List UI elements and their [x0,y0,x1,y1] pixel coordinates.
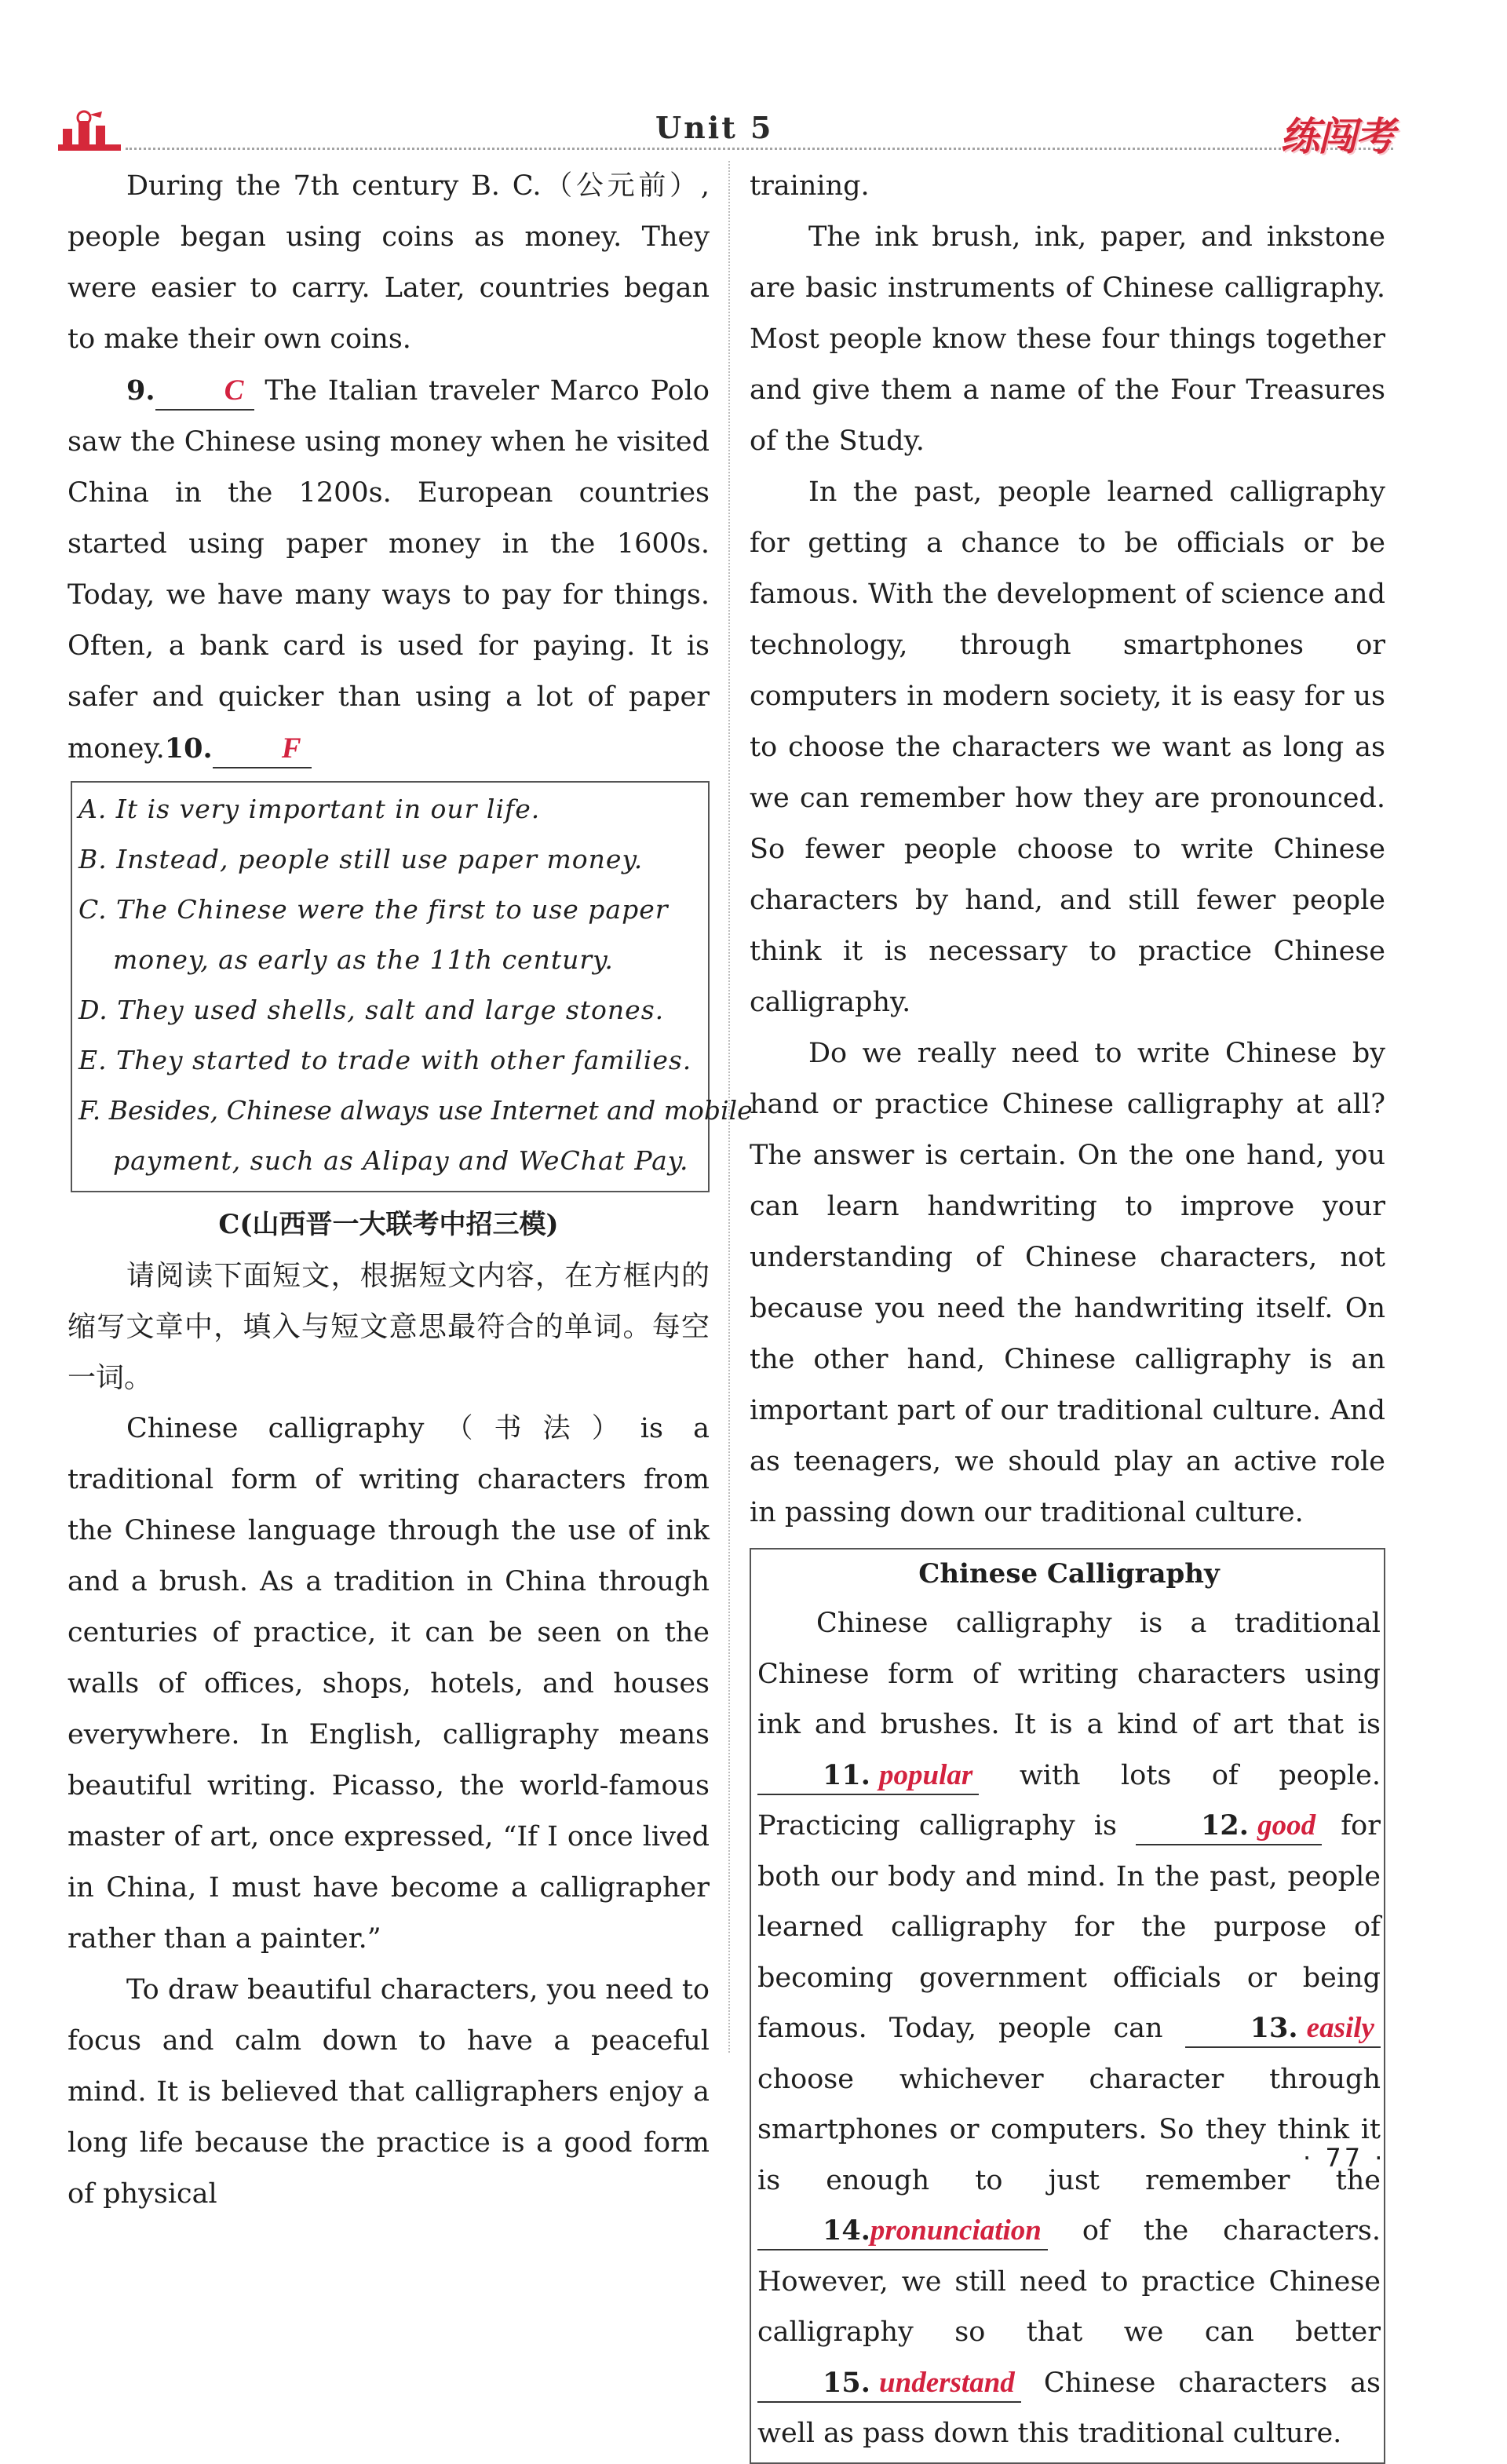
answer-blank-12 [1136,1808,1322,1845]
answer-text: C [224,374,244,407]
paragraph-text: The Italian traveler Marco Polo saw the Chinese using money when he visited China in the 1200s. European countries started using paper money in the 1600s. Today, we have many ways to pay for things. Often, a bank card is used for paying. It is safer and quicker than using a lot of paper money. [68,375,710,765]
question-number: 13. [1250,2012,1298,2044]
page-number: · 77 · [1303,2143,1386,2173]
answer-blank-13 [1185,2010,1381,2048]
answer-text: pronunciation [870,2214,1042,2247]
paragraph: In the past, people learned calligraphy for getting a chance to be officials or be famous. With the development of science and technology, through smartphones or computers in modern society, it is easy for us to choose the characters we want as long as we can remember how they are pronounced. So fewer people choose to write Chinese characters by hand, and still fewer people think it is necessary to practice Chinese calligraphy. [750,476,1385,1018]
summary-box [750,1548,1385,2464]
left-column [68,161,753,2220]
paragraph: Do we really need to write Chinese by hand or practice Chinese calligraphy at all? The answer is certain. On the one hand, you can learn handwriting to improve your understanding of Chinese characters, not because you need the handwriting itself. On the other hand, Chinese calligraphy is an important part of our traditional culture. And as teenagers, we should play an active role in passing down our traditional culture. [750,1038,1385,1528]
summary-title: Chinese Calligraphy [918,1558,1220,1590]
option-d: D. They used shells, salt and large stones. [78,995,665,1025]
section-title: C(山西晋一大联考中招三模) [218,1209,559,1240]
answer-blank-11 [757,1758,979,1795]
summary-text: Chinese calligraphy is a traditional Chinese form of writing characters using ink and brushes. It is a kind of art that is [757,1608,1381,1740]
summary-text: choose whichever character through smartphones or computers. So they think it is enough to just remember the [757,2063,1381,2196]
summary-text: Chinese characters as well as pass down this traditional culture. [757,2367,1381,2449]
answer-blank-9 [155,373,254,411]
summary-text: for both our body and mind. In the past, people learned calligraphy for the purpose of becoming government officials or being famous. Today, people can [757,1810,1381,2044]
page-header [55,102,1393,157]
option-b: B. Instead, people still use paper money. [78,844,644,874]
summary-text: with lots of people. Practicing calligraphy is [757,1759,1381,1842]
summary-text: of the characters. However, we still need to practice Chinese calligraphy so that we can better [757,2215,1381,2348]
unit-title: Unit 5 [655,110,774,145]
option-f-continued: payment, such as Alipay and WeChat Pay. [113,1145,689,1176]
summary-paragraph [757,1598,1381,2459]
paragraph: Chinese calligraphy（书法）is a traditional form of writing characters from the Chinese language through the use of ink and a brush. As a tradition in China through centuries of practice, it can be seen on the walls of offices, shops, hotels, and houses everywhere. In English, calligraphy means beautiful writing. Picasso, the world-famous master of art, once expressed, “If I once lived in China, I must have become a calligrapher rather than a painter.” [68,1413,710,1955]
answer-blank-10 [213,731,312,768]
castle-logo-icon [55,110,126,154]
answer-blank-14 [757,2213,1048,2250]
answer-text: popular [879,1758,973,1791]
paragraph: The ink brush, ink, paper, and inkstone are basic instruments of Chinese calligraphy. Most people know these four things together and give them a name of the Four Treasures of the Study. [750,221,1385,457]
question-number: 12. [1201,1809,1249,1842]
options-box [71,781,753,1192]
question-9-paragraph [68,365,710,775]
paragraph: During the 7th century B. C.（公元前）, people began using coins as money. They were easier to carry. Later, countries began to make their own coins. [68,170,710,355]
option-a: A. It is very important in our life. [78,794,541,824]
question-number: 10. [164,732,213,765]
option-e: E. They started to trade with other families. [78,1045,692,1075]
right-column [750,161,1385,2464]
paragraph: To draw beautiful characters, you need to focus and calm down to have a peaceful mind. It is believed that calligraphers enjoy a long life because the practice is a good form of physical [68,1974,710,2210]
question-number: 9. [126,374,155,407]
header-dotted-rule [126,148,1393,150]
answer-text: easily [1306,2012,1374,2044]
question-number: 11. [823,1758,870,1791]
option-f: F. Besides, Chinese always use Internet and mobile [78,1095,753,1126]
answer-blank-15 [757,2365,1021,2403]
answer-text: good [1257,1809,1316,1842]
answer-text: understand [879,2366,1015,2399]
brand-logo-text: 练闯考 [1280,114,1393,159]
paragraph: training. [750,170,870,202]
question-number: 15. [823,2366,870,2399]
answer-text: F [281,732,301,765]
question-number: 14. [823,2214,870,2247]
instructions: 请阅读下面短文，根据短文内容，在方框内的缩写文章中，填入与短文意思最符合的单词。每空一词。 [68,1260,710,1394]
option-c-continued: money, as early as the 11th century. [113,944,614,975]
option-c: C. The Chinese were the first to use paper [78,894,669,925]
